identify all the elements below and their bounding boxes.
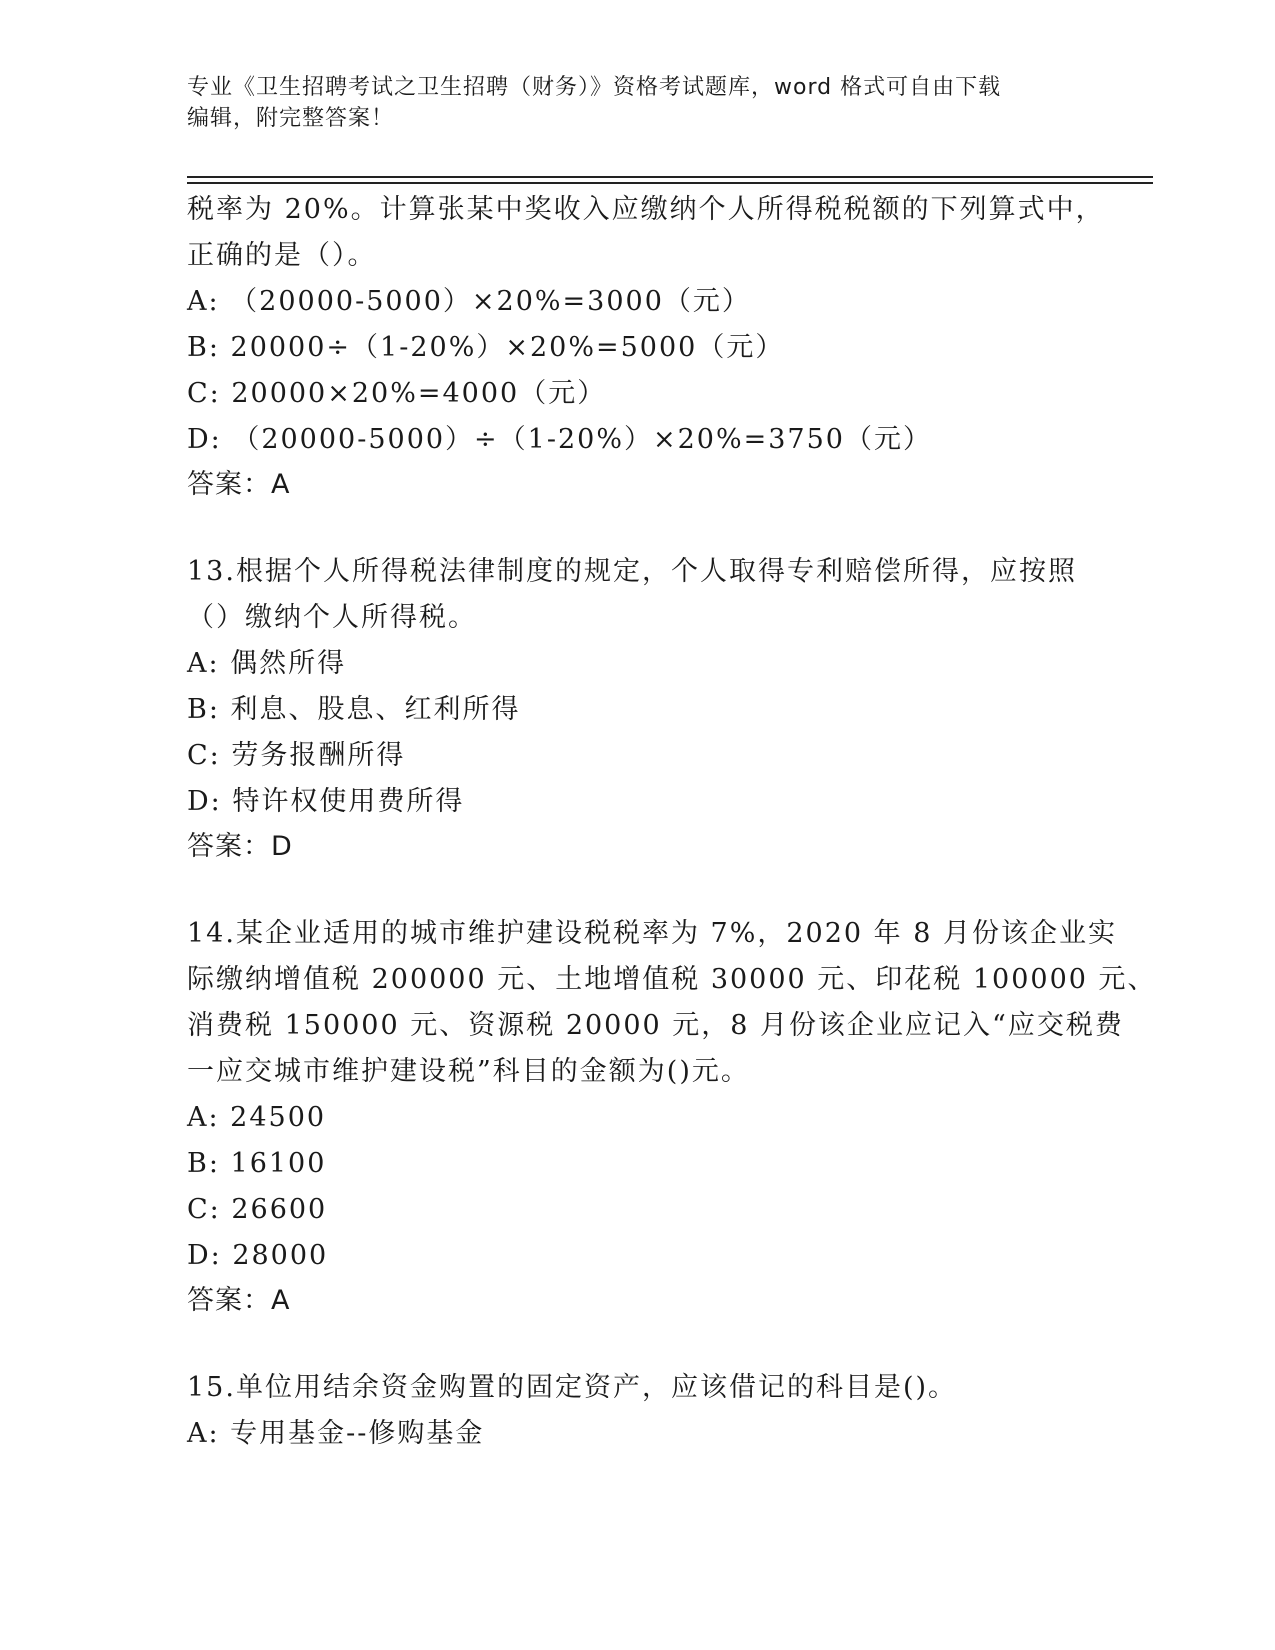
option-b: B: 利息、股息、红利所得 (187, 694, 521, 725)
option-d: D: 28000 (187, 1240, 329, 1271)
answer-label: 答案：A (187, 1285, 291, 1316)
header-divider-top (187, 176, 1153, 178)
option-d: D: 特许权使用费所得 (187, 786, 465, 817)
question-spacer (187, 869, 1087, 911)
question-15 (187, 1365, 1087, 1457)
option-a: A: 偶然所得 (187, 648, 347, 679)
question-stem-line: 税率为 20%。计算张某中奖收入应缴纳个人所得税税额的下列算式中， (187, 194, 1105, 225)
option-c: C: 20000×20%=4000（元） (187, 378, 607, 409)
option-c: C: 26600 (187, 1194, 328, 1225)
document-header (187, 72, 1077, 134)
question-12 (187, 187, 1105, 507)
question-stem-line: 13.根据个人所得税法律制度的规定，个人取得专利赔偿所得，应按照 (187, 556, 1077, 587)
header-line-1: 专业《卫生招聘考试之卫生招聘（财务）》资格考试题库，word 格式可自由下载 (187, 75, 1002, 100)
answer-label: 答案：D (187, 831, 293, 862)
question-stem-line: （）缴纳个人所得税。 (187, 602, 477, 633)
question-13 (187, 549, 1087, 869)
question-stem-line: 14.某企业适用的城市维护建设税税率为 7%，2020 年 8 月份该企业实 (187, 918, 1117, 949)
option-a: A: （20000-5000）×20%=3000（元） (187, 286, 751, 317)
question-14 (187, 911, 1157, 1323)
question-spacer (187, 1323, 1087, 1365)
option-b: B: 20000÷（1-20%）×20%=5000（元） (187, 332, 785, 363)
question-stem-line: 消费税 150000 元、资源税 20000 元，8 月份该企业应记入“应交税费 (187, 1010, 1124, 1041)
option-c: C: 劳务报酬所得 (187, 740, 406, 771)
option-a: A: 专用基金--修购基金 (187, 1418, 485, 1449)
question-stem-line: 际缴纳增值税 200000 元、土地增值税 30000 元、印花税 100000 元、 (187, 964, 1157, 995)
question-spacer (187, 507, 1087, 549)
question-stem-line: 15.单位用结余资金购置的固定资产，应该借记的科目是()。 (187, 1372, 958, 1403)
option-a: A: 24500 (187, 1102, 327, 1133)
header-divider-bottom (187, 182, 1153, 184)
question-stem-line: 正确的是（）。 (187, 240, 377, 271)
option-b: B: 16100 (187, 1148, 327, 1179)
answer-label: 答案：A (187, 469, 291, 500)
option-d: D: （20000-5000）÷（1-20%）×20%=3750（元） (187, 424, 932, 455)
question-list (187, 187, 1157, 1457)
question-stem-line: 一应交城市维护建设税”科目的金额为()元。 (187, 1056, 750, 1087)
header-line-2: 编辑，附完整答案！ (187, 106, 395, 131)
